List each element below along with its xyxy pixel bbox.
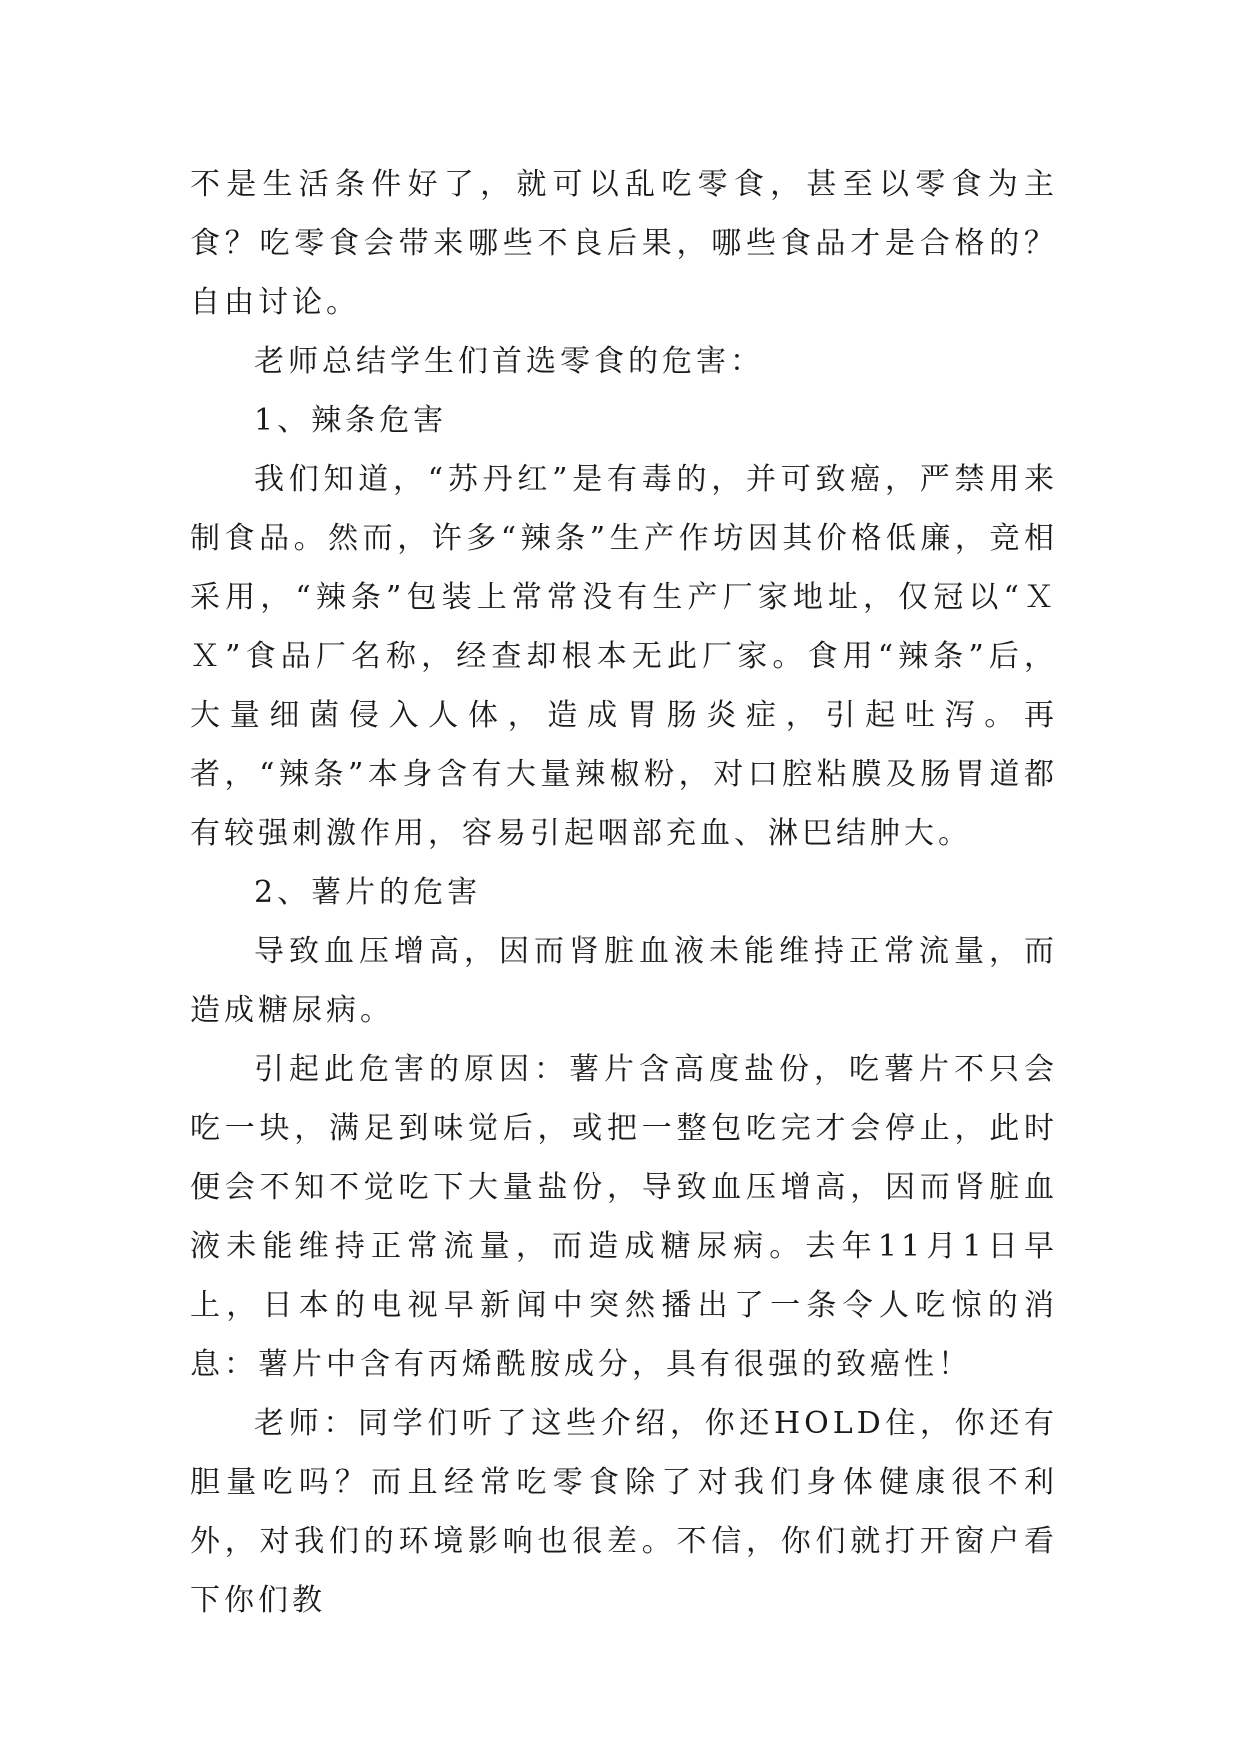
heading-potato-chips: 2、薯片的危害 [254,875,482,910]
paragraph-spicy-strips-harm: 我们知道，“苏丹红”是有毒的，并可致癌，严禁用来制食品。然而，许多“辣条”生产作坊因其价格低廉，竞相采用，“辣条”包装上常常没有生产厂家地址，仅冠以“ＸＸ”食品厂名称，经查却根本无此厂家。食用“辣条”后，大量细菌侵入人体，造成胃肠炎症，引起吐泻。再者，“辣条”本身含有大量辣椒粉，对口腔粘膜及肠胃道都有较强刺激作用，容易引起咽部充血、淋巴结肿大。 [190,462,1058,851]
paragraph-teacher-summary: 老师总结学生们首选零食的危害： [254,344,764,379]
paragraph-teacher-closing: 老师：同学们听了这些介绍，你还HOLD住，你还有胆量吃吗？而且经常吃零食除了对我们身体健康很不利外，对我们的环境影响也很差。不信，你们就打开窗户看下你们教 [190,1406,1058,1618]
paragraph-chips-effect: 导致血压增高，因而肾脏血液未能维持正常流量，而造成糖尿病。 [190,934,1058,1028]
paragraph-chips-cause: 引起此危害的原因：薯片含高度盐份，吃薯片不只会吃一块，满足到味觉后，或把一整包吃完才会停止，此时便会不知不觉吃下大量盐份，导致血压增高，因而肾脏血液未能维持正常流量，而造成糖尿病。去年11月1日早上，日本的电视早新闻中突然播出了一条令人吃惊的消息：薯片中含有丙烯酰胺成分，具有很强的致癌性！ [190,1052,1058,1382]
paragraph-intro-questions: 不是生活条件好了，就可以乱吃零食，甚至以零食为主食？吃零食会带来哪些不良后果，哪些食品才是合格的？自由讨论。 [190,167,1058,320]
document-body [190,155,1058,1630]
heading-spicy-strips: 1、辣条危害 [254,403,448,438]
